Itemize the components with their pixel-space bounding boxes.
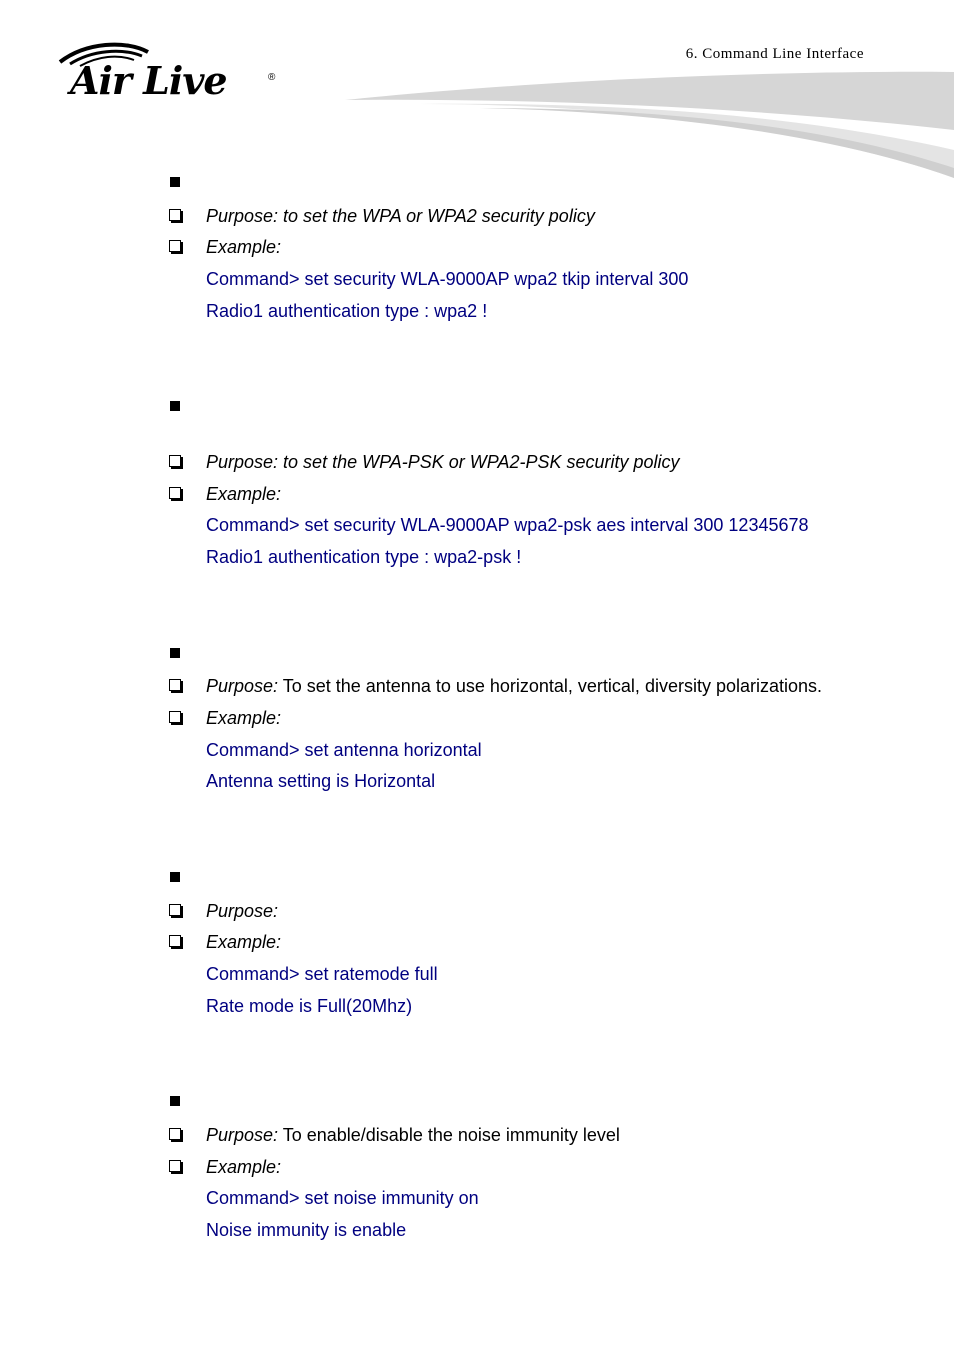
checkbox-bullet-icon: [169, 679, 181, 691]
command-response: Radio1 authentication type : wpa2-psk !: [206, 547, 522, 567]
command-line: Command> set antenna horizontal: [206, 740, 482, 760]
checkbox-bullet-icon: [169, 240, 181, 252]
section-bullet: [170, 177, 180, 187]
purpose-line: Purpose:: [206, 901, 279, 921]
purpose-line: Purpose: To enable/disable the noise immunity level: [206, 1125, 620, 1145]
command-response: Antenna setting is Horizontal: [206, 771, 436, 791]
command-response: Radio1 authentication type : wpa2 !: [206, 301, 488, 321]
checkbox-bullet-icon: [169, 455, 181, 467]
section-bullet: [170, 648, 180, 658]
running-header: 6. Command Line Interface: [685, 46, 864, 62]
purpose-line: Purpose: to set the WPA or WPA2 security policy: [206, 206, 595, 226]
checkbox-bullet-icon: [169, 935, 181, 947]
checkbox-bullet-icon: [169, 904, 181, 916]
example-label: Example:: [206, 708, 282, 728]
example-label: Example:: [206, 237, 282, 257]
checkbox-bullet-icon: [169, 1128, 181, 1140]
example-label: Example:: [206, 484, 282, 504]
purpose-line: Purpose: To set the antenna to use horizontal, vertical, diversity polarizations.: [206, 676, 823, 696]
checkbox-bullet-icon: [169, 1160, 181, 1172]
section-bullet: [170, 401, 180, 411]
section-bullet: [170, 1096, 180, 1106]
section-bullet: [170, 872, 180, 882]
example-label: Example:: [206, 932, 282, 952]
checkbox-bullet-icon: [169, 209, 181, 221]
registered-mark: ®: [268, 72, 276, 83]
command-line: Command> set security WLA-9000AP wpa2-psk aes interval 300 12345678: [206, 515, 809, 535]
example-label: Example:: [206, 1157, 282, 1177]
logo-wordmark: Air Live: [70, 58, 227, 103]
checkbox-bullet-icon: [169, 487, 181, 499]
command-line: Command> set security WLA-9000AP wpa2 tkip interval 300: [206, 269, 689, 289]
command-line: Command> set ratemode full: [206, 964, 438, 984]
command-line: Command> set noise immunity on: [206, 1188, 479, 1208]
command-response: Noise immunity is enable: [206, 1220, 407, 1240]
airlive-logo: [56, 40, 286, 112]
checkbox-bullet-icon: [169, 711, 181, 723]
purpose-line: Purpose: to set the WPA-PSK or WPA2-PSK security policy: [206, 452, 680, 472]
command-response: Rate mode is Full(20Mhz): [206, 996, 413, 1016]
